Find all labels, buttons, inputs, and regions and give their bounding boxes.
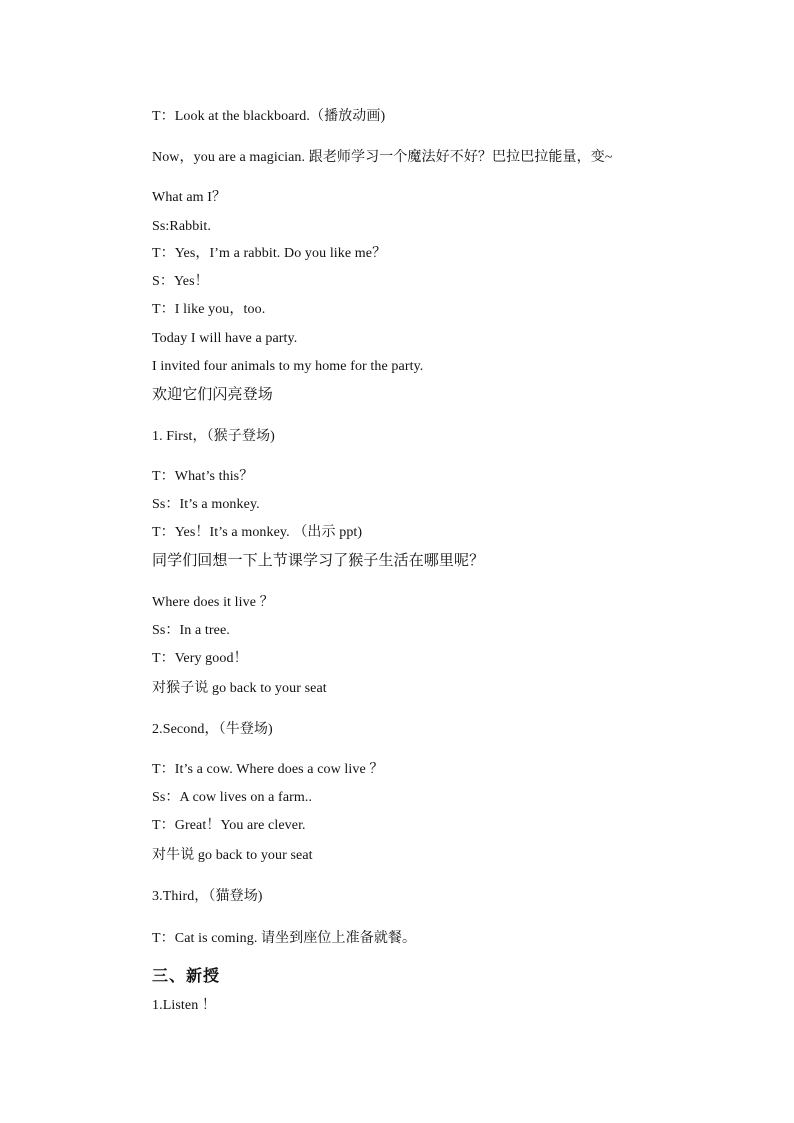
text-line: 对牛说 go back to your seat [152, 848, 313, 863]
text-line: T：Look at the blackboard.（播放动画) [152, 109, 386, 124]
text-line: Today I will have a party. [152, 331, 298, 346]
text-line: 2.Second，（牛登场) [152, 722, 273, 737]
section-heading: 三、新授 [152, 966, 221, 985]
text-line: I invited four animals to my home for the party. [152, 359, 424, 374]
text-line: T：I like you，too. [152, 302, 266, 317]
text-line: T：Yes，I’m a rabbit. Do you like me？ [152, 246, 387, 261]
text-line: 欢迎它们闪亮登场 [152, 387, 273, 403]
text-line: Ss：It’s a monkey. [152, 497, 260, 512]
text-line: T：Yes！It’s a monkey. （出示 ppt) [152, 525, 363, 540]
text-line: T：It’s a cow. Where does a cow live ？ [152, 762, 384, 777]
text-line: Ss：In a tree. [152, 623, 230, 638]
text-line: Now，you are a magician. 跟老师学习一个魔法好不好？巴拉巴拉能量，变~ [152, 150, 613, 165]
text-line: Ss：A cow lives on a farm.. [152, 790, 313, 805]
text-line: 1.Listen ！ [152, 998, 216, 1013]
text-line: Ss:Rabbit. [152, 219, 211, 234]
text-line: 同学们回想一下上节课学习了猴子生活在哪里呢？ [152, 553, 485, 569]
text-line: 1. First，（猴子登场) [152, 429, 275, 444]
text-line: T：Cat is coming. 请坐到座位上准备就餐。 [152, 931, 417, 946]
text-line: What am I？ [152, 190, 227, 205]
text-line: T：What’s this？ [152, 469, 254, 484]
text-line: S：Yes！ [152, 274, 209, 289]
text-line: 3.Third，（猫登场) [152, 889, 263, 904]
text-line: 对猴子说 go back to your seat [152, 681, 327, 696]
text-line: T：Great！You are clever. [152, 818, 306, 833]
text-line: Where does it live ？ [152, 595, 274, 610]
text-line: T：Very good！ [152, 651, 248, 666]
